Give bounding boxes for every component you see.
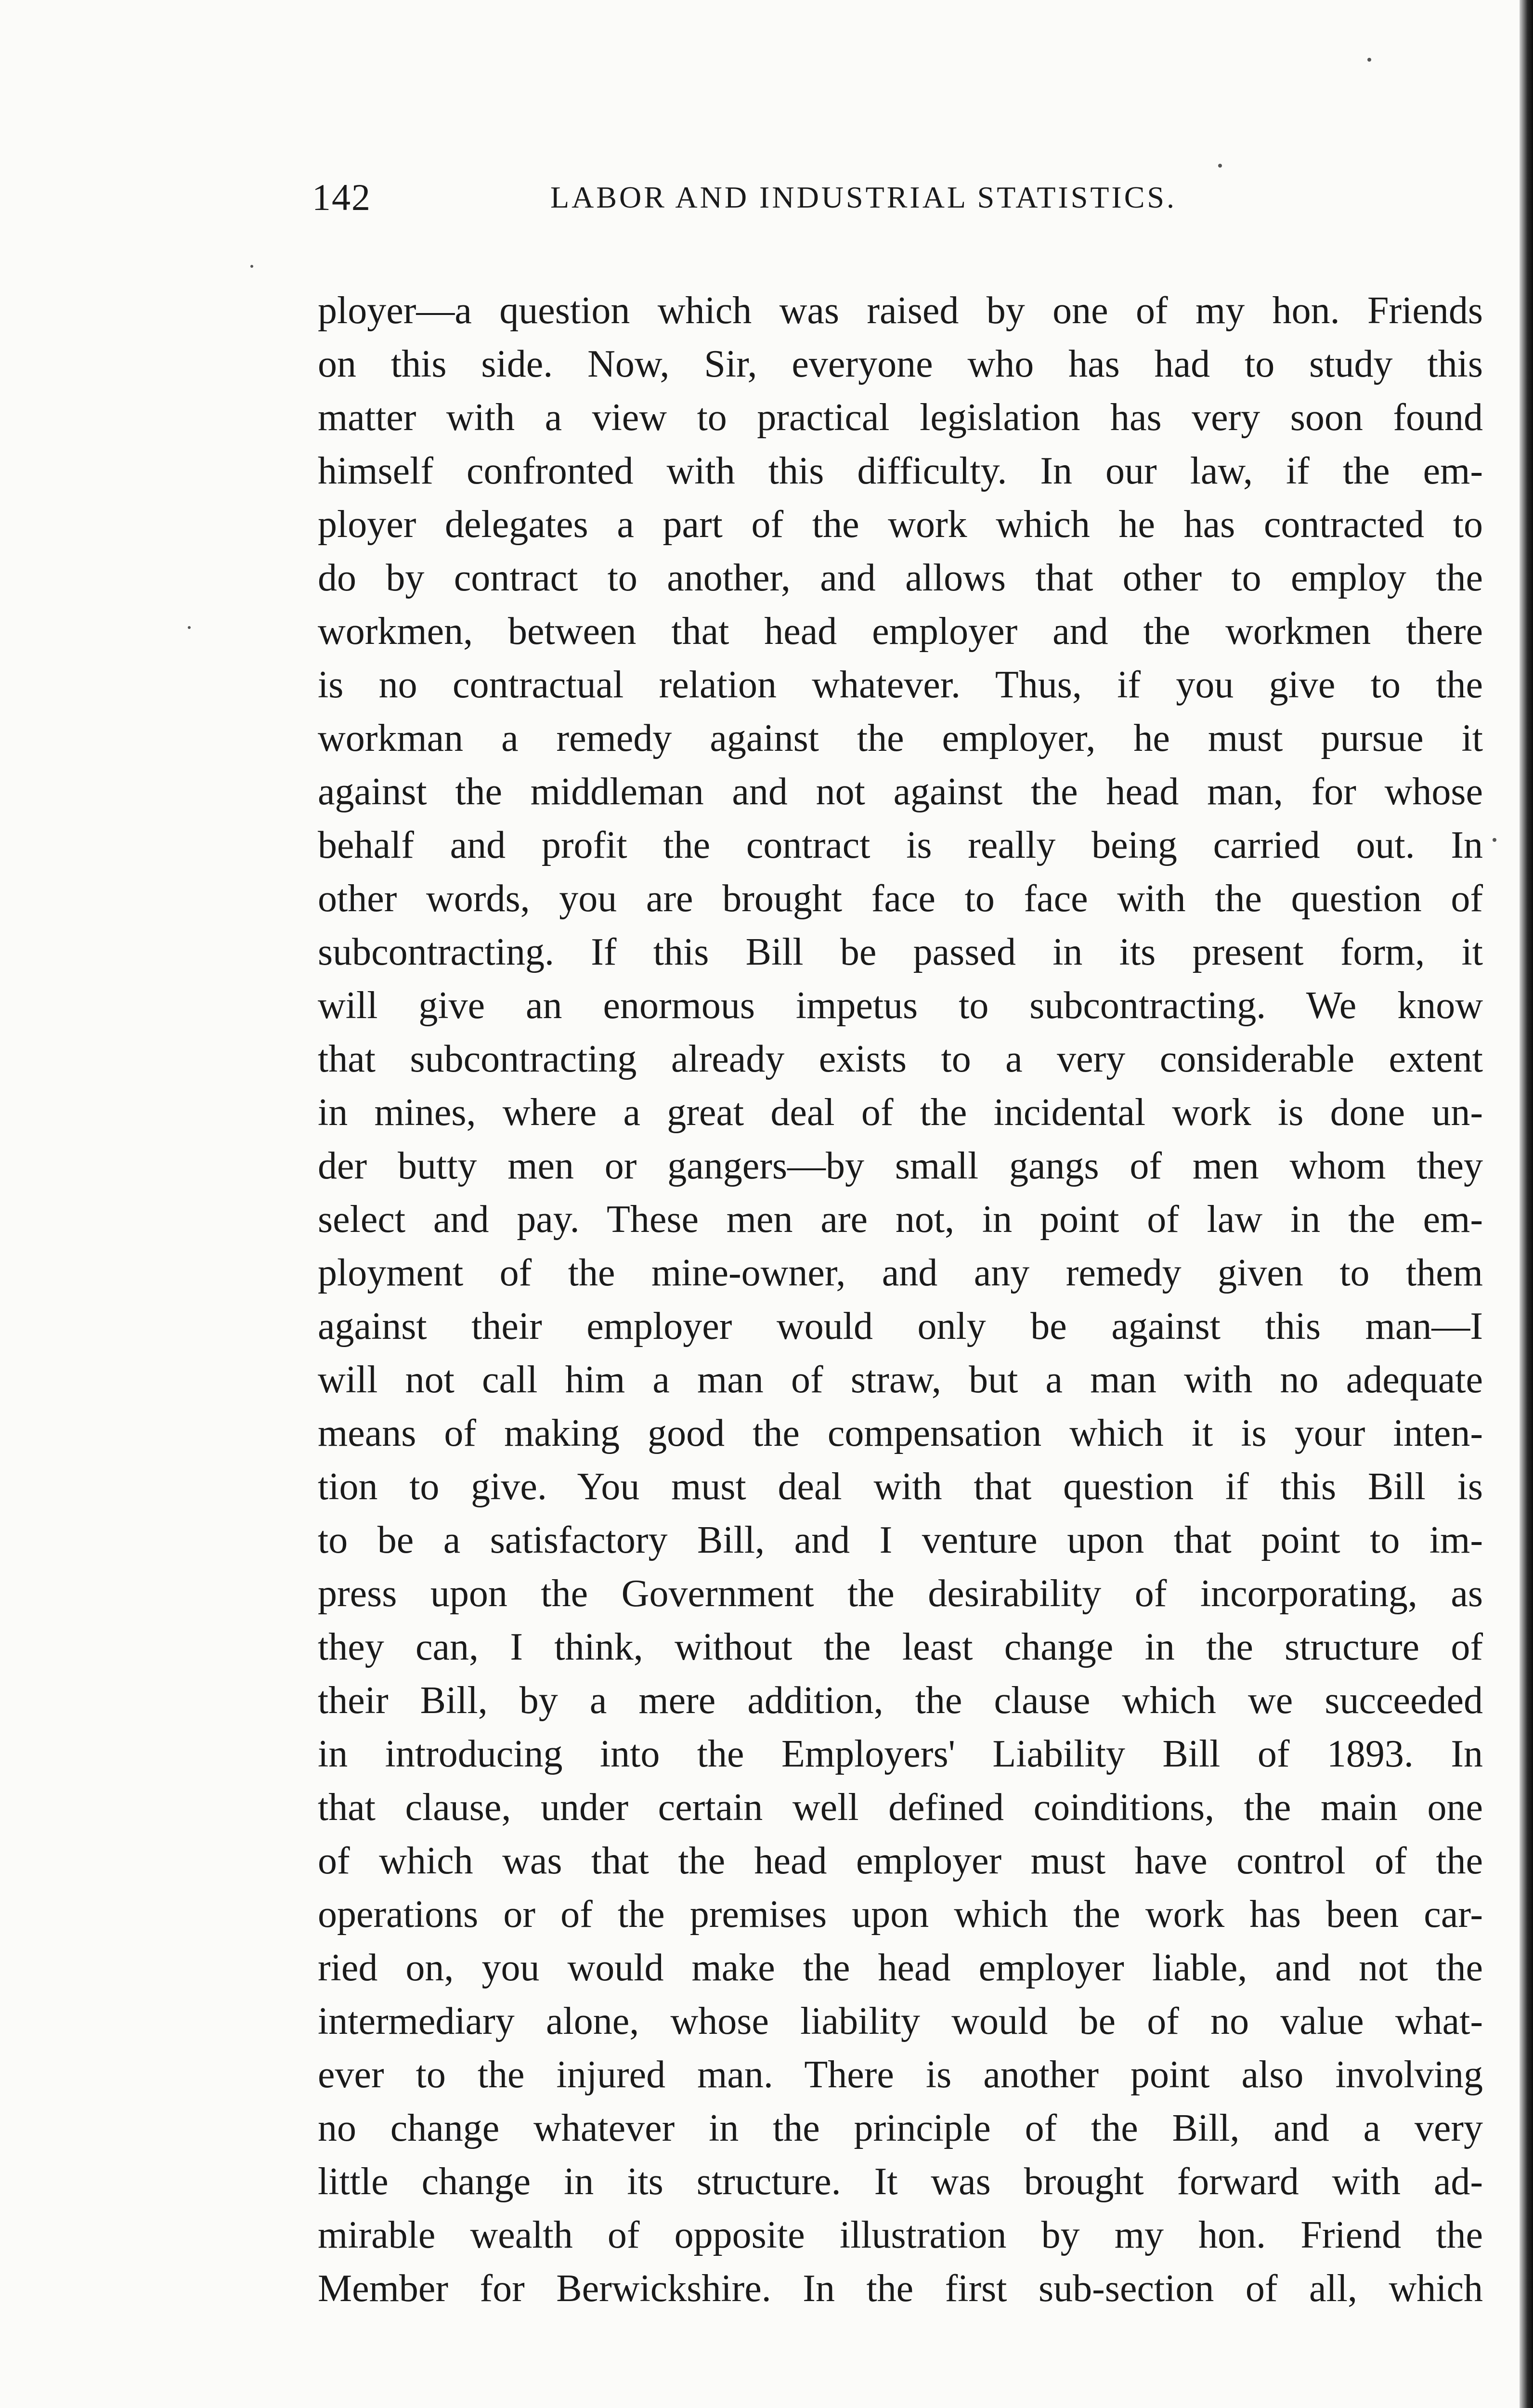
text-line: means of making good the compensation which it is your inten- <box>318 1412 1483 1454</box>
text-line: in introducing into the Employers' Liability Bill of 1893. In <box>318 1733 1483 1775</box>
text-line: that subcontracting already exists to a very considerable extent <box>318 1038 1483 1080</box>
text-line: their Bill, by a mere addition, the clause which we succeeded <box>318 1679 1483 1722</box>
text-line: is no contractual relation whatever. Thus, if you give to the <box>318 664 1483 706</box>
text-line: press upon the Government the desirability of incorporating, as <box>318 1572 1483 1615</box>
page-header <box>312 176 1299 229</box>
text-line: will give an enormous impetus to subcontracting. We know <box>318 984 1483 1027</box>
text-line: tion to give. You must deal with that question if this Bill is <box>318 1466 1483 1508</box>
text-line: workman a remedy against the employer, he must pursue it <box>318 717 1483 759</box>
text-line: to be a satisfactory Bill, and I venture upon that point to im- <box>318 1519 1483 1561</box>
text-line: select and pay. These men are not, in point of law in the em- <box>318 1198 1483 1241</box>
text-line: ever to the injured man. There is another point also involving <box>318 2054 1483 2096</box>
text-line: behalf and profit the contract is really being carried out. In <box>318 824 1483 866</box>
dust-speck <box>1493 838 1496 842</box>
text-line: ployer delegates a part of the work which he has contracted to <box>318 503 1483 546</box>
dust-speck <box>1367 58 1371 62</box>
text-line: ployment of the mine-owner, and any remedy given to them <box>318 1252 1483 1294</box>
body-text <box>318 284 1483 2316</box>
text-line: on this side. Now, Sir, everyone who has had to study this <box>318 343 1483 385</box>
text-line: workmen, between that head employer and the workmen there <box>318 610 1483 653</box>
text-line: other words, you are brought face to face with the question of <box>318 877 1483 920</box>
text-line: against the middleman and not against the head man, for whose <box>318 771 1483 813</box>
text-line: of which was that the head employer must have control of the <box>318 1840 1483 1882</box>
text-line: no change whatever in the principle of the Bill, and a very <box>318 2107 1483 2149</box>
page-number: 142 <box>312 176 371 218</box>
text-line: der butty men or gangers—by small gangs of men whom they <box>318 1145 1483 1187</box>
text-line: against their employer would only be against this man—I <box>318 1305 1483 1348</box>
text-line: Member for Berwickshire. In the first sub-section of all, which <box>318 2267 1483 2310</box>
dust-speck <box>250 265 253 268</box>
text-line: operations or of the premises upon which the work has been car- <box>318 1893 1483 1936</box>
text-line: ployer—a question which was raised by one of my hon. Friends <box>318 289 1483 332</box>
text-line: himself confronted with this difficulty. In our law, if the em- <box>318 450 1483 492</box>
text-line: that clause, under certain well defined coinditions, the main one <box>318 1786 1483 1829</box>
text-line: do by contract to another, and allows that other to employ the <box>318 557 1483 599</box>
dust-speck <box>1218 164 1222 168</box>
text-line: matter with a view to practical legislation has very soon found <box>318 396 1483 439</box>
scan-edge-shadow <box>1520 0 1533 2408</box>
text-line: will not call him a man of straw, but a man with no adequate <box>318 1359 1483 1401</box>
text-line: mirable wealth of opposite illustration by my hon. Friend the <box>318 2214 1483 2256</box>
text-line: little change in its structure. It was brought forward with ad- <box>318 2160 1483 2203</box>
text-line: they can, I think, without the least change in the structure of <box>318 1626 1483 1668</box>
text-line: in mines, where a great deal of the incidental work is done un- <box>318 1091 1483 1134</box>
running-head: LABOR AND INDUSTRIAL STATISTICS. <box>550 180 1177 214</box>
dust-speck <box>188 626 191 629</box>
text-line: subcontracting. If this Bill be passed in its present form, it <box>318 931 1483 973</box>
text-line: intermediary alone, whose liability would be of no value what- <box>318 2000 1483 2042</box>
text-line: ried on, you would make the head employer liable, and not the <box>318 1947 1483 1989</box>
